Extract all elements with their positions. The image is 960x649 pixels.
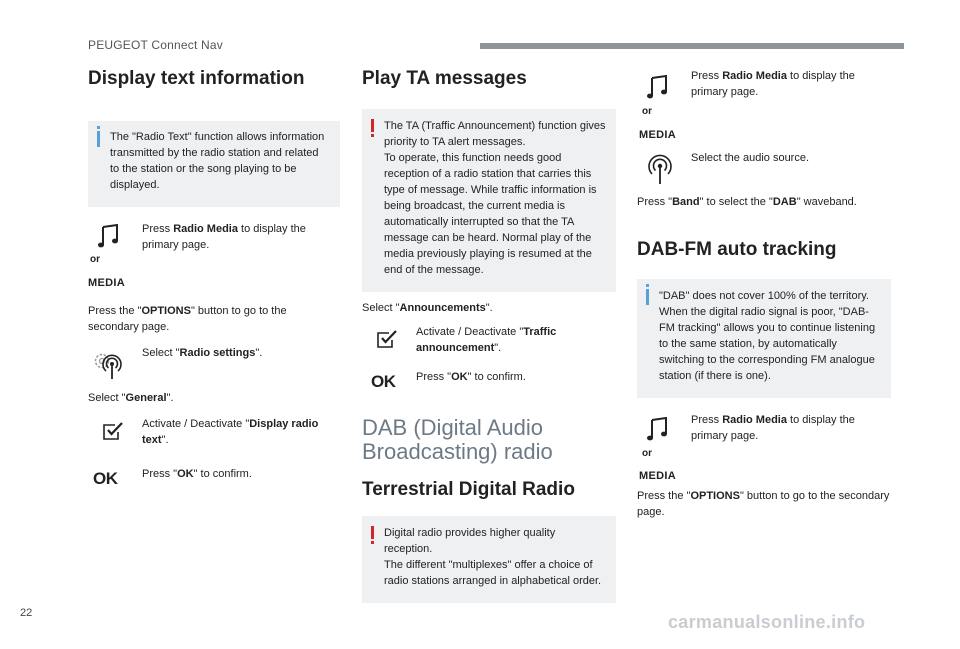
press-ok-text: Press "OK" to confirm. bbox=[142, 467, 252, 480]
or-label: or bbox=[642, 447, 652, 459]
press-radio-media-text: Press Radio Media to display the primary page. bbox=[691, 70, 855, 98]
media-button-label: MEDIA bbox=[639, 129, 676, 141]
press-radio-media-text: Press Radio Media to display the primary page. bbox=[691, 413, 855, 442]
media-button-label: MEDIA bbox=[639, 469, 676, 482]
info-icon bbox=[646, 289, 649, 305]
dab-coverage-note bbox=[637, 279, 891, 398]
radio-text-note bbox=[88, 121, 340, 207]
page-number: 22 bbox=[20, 607, 33, 619]
press-ok-text: Press "OK" to confirm. bbox=[416, 370, 526, 383]
ta-warning-note bbox=[362, 109, 616, 292]
column-dab-steps bbox=[637, 64, 891, 520]
terrestrial-title: Terrestrial Digital Radio bbox=[362, 479, 575, 501]
music-note-icon bbox=[98, 223, 122, 254]
ok-icon: OK bbox=[93, 468, 118, 488]
step-radio-media bbox=[637, 68, 891, 140]
media-button-label: MEDIA bbox=[88, 276, 125, 289]
press-radio-media-text: Press Radio Media to display the primary page. bbox=[142, 222, 306, 251]
play-ta-title: Play TA messages bbox=[362, 68, 527, 89]
step-radio-media-2 bbox=[637, 412, 891, 484]
warning-icon bbox=[371, 119, 374, 132]
watermark: carmanualsonline.info bbox=[668, 612, 866, 632]
display-text-title: Display text information bbox=[88, 68, 305, 89]
radio-source-icon bbox=[645, 152, 675, 191]
section-label: PEUGEOT Connect Nav bbox=[88, 38, 223, 52]
radio-settings-icon bbox=[92, 351, 126, 386]
dab-title: DAB (Digital Audio Broadcasting) radio bbox=[362, 414, 553, 464]
note-text: When the digital radio signal is poor, "DAB-FM tracking" allows you to continue listening to the same station, by automatically switching to the corresponding FM analogue station (if there is one). bbox=[659, 305, 876, 382]
ok-icon: OK bbox=[371, 371, 396, 391]
options-instruction: Press the "OPTIONS" button to go to the secondary page. bbox=[88, 304, 287, 333]
note-text: The "Radio Text" function allows information transmitted by the radio station and related to the station or the song playing to be displayed. bbox=[110, 130, 325, 191]
warning-icon bbox=[371, 526, 374, 539]
step-display-radio-text bbox=[88, 416, 340, 460]
checkbox-icon bbox=[376, 330, 398, 355]
step-confirm-ok bbox=[362, 369, 616, 399]
activate-traffic-announcement-text: Activate / Deactivate "Traffic announcement". bbox=[416, 325, 557, 354]
select-general-text: Select "General". bbox=[88, 391, 174, 404]
music-note-icon bbox=[647, 74, 671, 105]
header-bar bbox=[480, 43, 904, 49]
select-source-text: Select the audio source. bbox=[691, 152, 810, 164]
step-radio-settings bbox=[88, 345, 340, 383]
music-note-icon bbox=[647, 416, 671, 447]
step-radio-media bbox=[88, 221, 340, 289]
select-announcements-text: Select "Announcements". bbox=[362, 301, 493, 314]
options-instruction: Press the "OPTIONS" button to go to the secondary page. bbox=[637, 489, 890, 518]
or-label: or bbox=[642, 106, 652, 117]
column-display-text bbox=[88, 64, 340, 496]
info-icon bbox=[97, 131, 100, 147]
or-label: or bbox=[90, 253, 100, 265]
note-text: To operate, this function needs good reception of a radio station that carries this type of message. While traffic information is being broadcast, the current media is automatically interrupted so that the TA message can be heard. Normal play of the media previously playing is resumed at the end of the message. bbox=[384, 151, 597, 276]
step-traffic-announcement bbox=[362, 324, 616, 368]
band-instruction: Press "Band" to select the "DAB" waveband. bbox=[637, 196, 857, 208]
note-text: "DAB" does not cover 100% of the territory. bbox=[659, 289, 869, 302]
activate-display-radio-text: Activate / Deactivate "Display radio text". bbox=[142, 417, 319, 446]
note-text: The TA (Traffic Announcement) function gives priority to TA alert messages. bbox=[384, 119, 606, 148]
step-confirm-ok bbox=[88, 466, 340, 496]
note-text: The different "multiplexes" offer a choice of radio stations arranged in alphabetical order. bbox=[384, 558, 602, 587]
checkbox-icon bbox=[102, 422, 124, 447]
dab-fm-title: DAB-FM auto tracking bbox=[637, 239, 837, 260]
digital-radio-warning-note bbox=[362, 516, 616, 603]
column-ta-dab bbox=[362, 64, 616, 603]
select-radio-settings-text: Select "Radio settings". bbox=[142, 346, 263, 359]
note-text: Digital radio provides higher quality reception. bbox=[384, 526, 556, 555]
step-select-source bbox=[637, 150, 891, 190]
